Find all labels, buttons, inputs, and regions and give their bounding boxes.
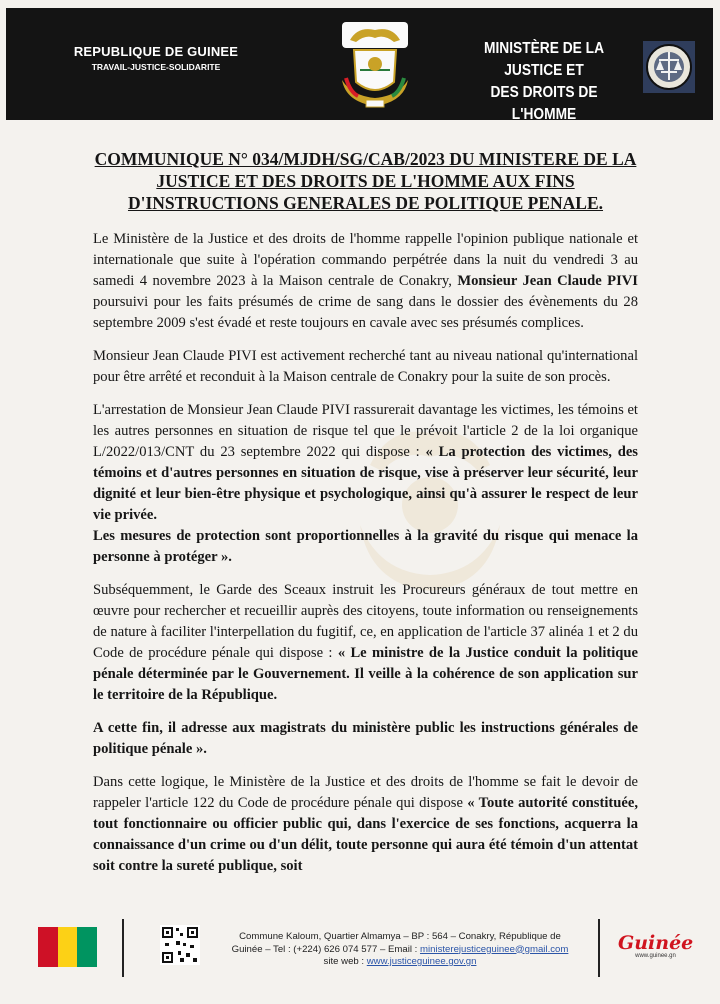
procedure-code-quote: « Le ministre de la Justice conduit la politique pénale déterminée par le Gouvernement. Il veille à la cohérence de son application sur le territoire de la République. xyxy=(93,645,639,703)
law-quote: « La protection des victimes, des témoins et d'autres personnes en situation de risque, vise à préserver leur sécurité, leur dignité et leur bien-être physique et psychologique, ainsi qu'à assurer le respect de leur vie privée. xyxy=(93,444,638,523)
republic-block xyxy=(66,44,246,72)
paragraph-4-intro: Subséquemment, le Garde des Sceaux instruit les Procureurs généraux de tout mettre en œuvre pour rechercher et recueillir auprès des citoyens, toute information ou renseignements de nature à faciliter l'interpellation du fugitif, ce, en application de l'article 37 alinéa 1 et 2 du Code de procédure pénale qui dispose : xyxy=(93,582,638,661)
paragraph-3 xyxy=(93,400,638,568)
communique-body xyxy=(93,148,638,889)
guinea-flag-icon xyxy=(38,927,97,967)
article-122-quote: « Toute autorité constituée, tout fonctionnaire ou officier public qui, dans l'exercice de ses fonctions, acquerra la connaissance d'un crime ou d'un délit, toute personne qui aura été témoin d'un attentat soit contre la sureté publique, soit xyxy=(93,795,638,874)
paragraph-4 xyxy=(93,580,638,706)
footer-divider xyxy=(122,919,124,977)
letterhead-banner xyxy=(6,8,713,123)
brand-url: www.guinee.gn xyxy=(635,953,676,959)
ministry-name-line1: MINISTÈRE DE LA JUSTICE ET xyxy=(483,40,605,79)
address-line-1: Commune Kaloum, Quartier Almamya – BP : 564 – Conakry, République de xyxy=(239,931,561,942)
paragraph-6-intro: Dans cette logique, le Ministère de la Justice et des droits de l'homme se fait le devoir de rappeler l'article 122 du Code de procédure pénale qui dispose xyxy=(93,774,638,811)
guinee-brand-logo xyxy=(618,933,693,959)
website-label: site web : xyxy=(323,956,365,967)
brand-name: Guinée xyxy=(618,932,694,954)
address-phone: Guinée – Tel : (+224) 626 074 577 – Email : xyxy=(231,943,418,955)
letterhead-footer xyxy=(0,915,720,1000)
coat-of-arms-icon xyxy=(336,20,414,112)
paragraph-6 xyxy=(93,772,638,877)
qr-code-icon xyxy=(160,925,200,965)
paragraph-3-intro: L'arrestation de Monsieur Jean Claude PIVI rassurerait davantage les victimes, les témoins et les autres personnes en situation de risque tel que le prévoit l'article 2 de la loi organique L/2022/013/CNT du 23 septembre 2022 qui dispose : xyxy=(93,402,638,460)
footer-address xyxy=(210,931,590,969)
fugitive-name: Monsieur Jean Claude PIVI xyxy=(457,273,638,289)
country-name: REPUBLIQUE DE GUINEE xyxy=(73,44,239,59)
ministry-name xyxy=(465,38,623,126)
paragraph-2: Monsieur Jean Claude PIVI est activement recherché tant au niveau national qu'international pour être arrêté et reconduit à la Maison centrale de Conakry pour la suite de son procès. xyxy=(93,348,638,385)
address-line-3 xyxy=(210,956,590,969)
email-link[interactable]: ministerejusticeguinee@gmail.com xyxy=(419,943,569,955)
paragraph-1-intro: Le Ministère de la Justice et des droits de l'homme rappelle l'opinion publique nationale et internationale que suite à l'opération commando perpétrée dans la nuit du vendredi 3 au samedi 4 novembre 2023 à la Maison centrale de Conakry, xyxy=(93,231,638,289)
footer-divider-right xyxy=(598,919,600,977)
address-line-2 xyxy=(210,944,590,957)
national-motto: TRAVAIL-JUSTICE-SOLIDARITE xyxy=(91,62,221,72)
paragraph-1 xyxy=(93,229,638,334)
paragraph-5: A cette fin, il adresse aux magistrats du ministère public les instructions générales de politique pénale ». xyxy=(93,720,638,757)
law-quote-continued: Les mesures de protection sont proportionnelles à la gravité du risque qui menace la personne à protéger ». xyxy=(93,528,638,565)
ministry-seal-icon xyxy=(642,40,696,94)
ministry-name-line2: DES DROITS DE L'HOMME xyxy=(490,84,598,123)
communique-title: COMMUNIQUE N° 034/MJDH/SG/CAB/2023 DU MINISTERE DE LA JUSTICE ET DES DROITS DE L'HOMME AUX FINS D'INSTRUCTIONS GENERALES DE POLITIQUE PENALE. xyxy=(94,149,637,213)
paragraph-1-rest: poursuivi pour les faits présumés de crime de sang dans le dossier des évènements du 28 septembre 2009 s'est évadé et reste toujours en cavale avec ses présumés complices. xyxy=(93,294,638,331)
website-link[interactable]: www.justiceguinee.gov.gn xyxy=(366,956,477,967)
